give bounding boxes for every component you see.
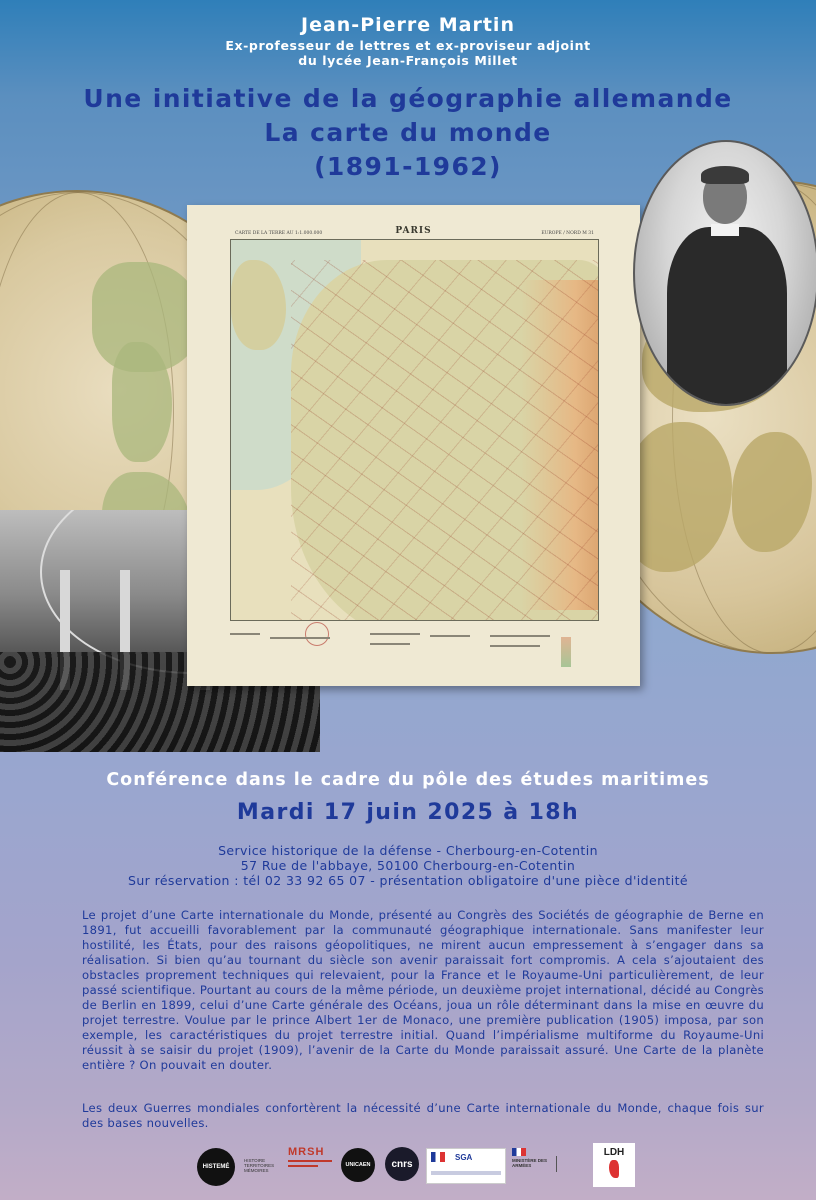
- author-role: [0, 38, 816, 68]
- conference-subtitle: Conférence dans le cadre du pôle des études maritimes: [106, 770, 710, 790]
- sga-logo-text: SGA: [455, 1153, 473, 1162]
- portrait-photo: [633, 140, 816, 406]
- address-line2: 57 Rue de l'abbaye, 50100 Cherbourg-en-Cotentin: [240, 858, 576, 873]
- map-frame: [230, 239, 599, 621]
- mrsh-logo-text: MRSH: [288, 1146, 325, 1158]
- address-line1: Service historique de la défense - Cherbourg-en-Cotentin: [218, 843, 598, 858]
- map-elevation-scale: [561, 637, 571, 667]
- description-paragraph-1: Le projet d’une Carte internationale du Monde, présenté au Congrès des Sociétés de géographie de Berne en 1891, fut accueilli favorablement par la communauté géographique internationale. Sans manifester leur hostilité, les États, pour des raisons géopolitiques, ne mirent aucun empressement à s’engager dans sa réalisation. Si bien qu’au tournant du siècle son avenir paraissait fort compromis. A cela s’ajoutaient des obstacles proprement techniques qui relevaient, pour la France et le Royaume-Uni particulièrement, de leur passé scientifique. Pourtant au cours de la même période, un deuxième projet international, décidé au Congrès de Berlin en 1899, celui d’une Carte générale des Océans, joua un rôle déterminant dans la mise en œuvre du projet terrestre. Voulue par le prince Albert 1er de Monaco, une première publication (1905) imposa, par son exemple, les caractéristiques du projet terrestre initial. Quand l’impérialisme multiforme du Royaume-Uni réussit à se saisir du projet (1909), l’avenir de la Carte du Monde paraissait assuré. Une Carte de la planète entière ? On pouvait en douter.: [82, 908, 764, 1072]
- description-paragraph-2: Les deux Guerres mondiales confortèrent la nécessité d’une Carte internationale du Monde, chaque fois sur des bases nouvelles.: [82, 1101, 764, 1130]
- histeme-logo-subtitle: HISTOIRE TERRITOIRES MÉMOIRES: [244, 1158, 275, 1173]
- title-line3: (1891-1962): [314, 152, 502, 181]
- title-line1: Une initiative de la géographie allemande: [83, 84, 733, 113]
- map-legend: [230, 625, 597, 675]
- author-role-line2: du lycée Jean-François Millet: [298, 53, 518, 68]
- partner-logos: [0, 1142, 816, 1187]
- map-top-right-label: EUROPE / NORD M 31: [541, 231, 594, 236]
- map-title: PARIS: [395, 226, 432, 236]
- sga-logo: [426, 1148, 506, 1184]
- dpma-logo: [556, 1156, 587, 1172]
- address-line3: Sur réservation : tél 02 33 92 65 07 - présentation obligatoire d'une pièce d'identité: [128, 873, 688, 888]
- cnrs-logo: cnrs: [385, 1147, 419, 1181]
- ldh-logo: [593, 1143, 635, 1187]
- histeme-logo: HISTEMÉ: [197, 1148, 235, 1186]
- mrsh-logo: [288, 1146, 332, 1184]
- ministere-armees-text: MINISTÈRE DES ARMÉES: [512, 1158, 548, 1168]
- event-date: Mardi 17 juin 2025 à 18h: [236, 800, 580, 825]
- author-name: Jean-Pierre Martin: [301, 14, 515, 36]
- map-image: [187, 205, 640, 686]
- title-line2: La carte du monde: [264, 118, 552, 147]
- map-top-left-label: CARTE DE LA TERRE AU 1:1.000.000: [235, 231, 323, 236]
- ministere-armees-logo: [512, 1148, 558, 1182]
- event-address: [0, 843, 816, 888]
- author-role-line1: Ex-professeur de lettres et ex-proviseur adjoint: [225, 38, 591, 53]
- ldh-logo-text: LDH: [603, 1147, 625, 1158]
- unicaen-logo: UNICAEN: [341, 1148, 375, 1182]
